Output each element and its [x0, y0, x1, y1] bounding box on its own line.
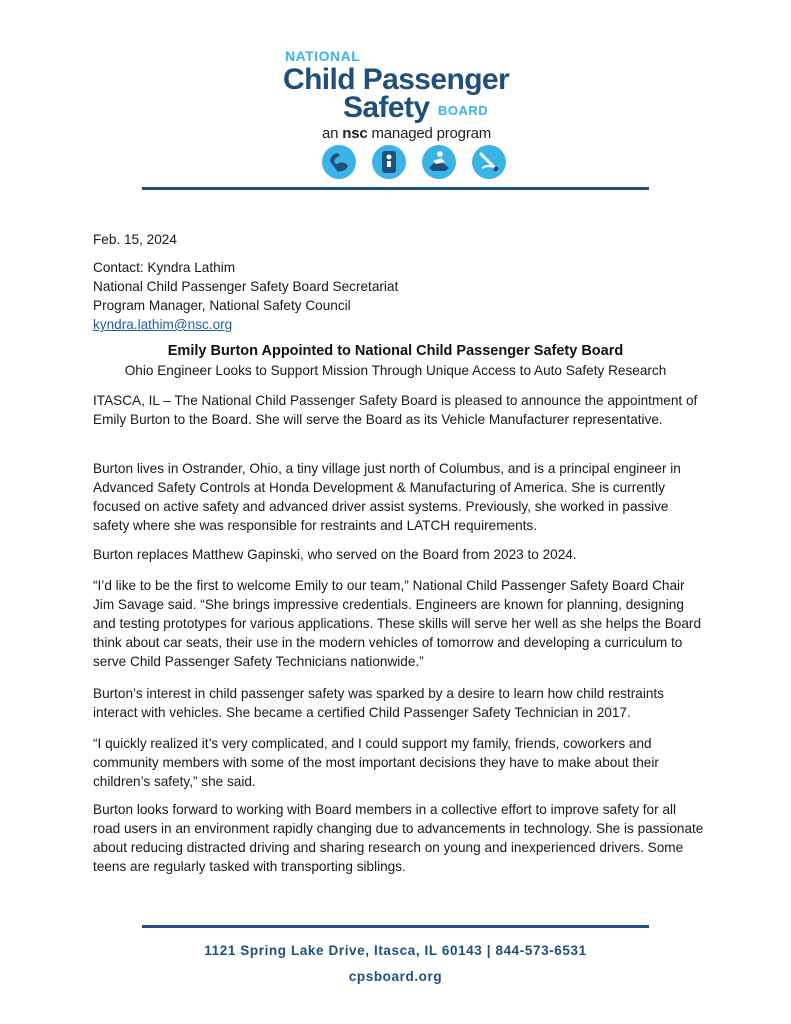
tagline-prefix: an: [322, 125, 343, 142]
logo-tagline: [322, 125, 491, 142]
contact-organization: National Child Passenger Safety Board Secretariat: [93, 279, 399, 294]
logo-national-text: NATIONAL: [285, 48, 361, 64]
contact-title: Program Manager, National Safety Council: [93, 298, 351, 313]
infant-carrier-icon: [321, 144, 357, 180]
release-date: Feb. 15, 2024: [93, 232, 177, 247]
body-paragraph-5: Burton’s interest in child passenger safety was sparked by a desire to learn how child restraints interact with vehicles. She became a certified Child Passenger Safety Technician in 2017.: [93, 686, 664, 720]
header-divider: [142, 187, 649, 190]
footer-address: 1121 Spring Lake Drive, Itasca, IL 60143 | 844-573-6531: [204, 943, 587, 958]
body-paragraph-3: Burton replaces Matthew Gapinski, who served on the Board from 2023 to 2024.: [93, 547, 577, 562]
tagline-brand: nsc: [342, 125, 368, 142]
body-paragraph-7: Burton looks forward to working with Board members in a collective effort to improve safety for all road users in an environment rapidly changing due to advancements in technology. She is passionate about reducing distracted driving and sharing research on young and inexperienced drivers. Some teens are regularly tasked with transporting siblings.: [93, 802, 704, 874]
seat-belt-icon: [471, 144, 507, 180]
contact-email-link[interactable]: kyndra.lathim@nsc.org: [93, 317, 233, 332]
footer-website-link[interactable]: cpsboard.org: [348, 969, 443, 984]
body-paragraph-6: “I quickly realized it’s very complicated, and I could support my family, friends, coworkers and community members with some of the most important decisions they have to make about their children’s safety,” she said.: [93, 736, 659, 789]
footer-divider: [142, 925, 649, 928]
body-paragraph-2: Burton lives in Ostrander, Ohio, a tiny village just north of Columbus, and is a principal engineer in Advanced Safety Controls at Honda Development & Manufacturing of America. She is currently focused on active safety and advanced driver assist systems. Previously, she worked in passive safety where she was responsible for restraints and LATCH requirements.: [93, 461, 681, 533]
press-release-headline: Emily Burton Appointed to National Child Passenger Safety Board: [167, 343, 624, 359]
press-release-subheadline: Ohio Engineer Looks to Support Mission Through Unique Access to Auto Safety Research: [124, 363, 667, 378]
contact-block: [93, 258, 703, 334]
logo-child-passenger-text: Child Passenger: [283, 63, 510, 96]
tagline-suffix: managed program: [367, 125, 492, 142]
car-seat-child-icon: [421, 144, 457, 180]
body-paragraph-1: ITASCA, IL – The National Child Passenger Safety Board is pleased to announce the appointment of Emily Burton to the Board. She will serve the Board as its Vehicle Manufacturer representative.: [93, 393, 698, 427]
body-paragraph-4: “I’d like to be the first to welcome Emily to our team,” National Child Passenger Safety Board Chair Jim Savage said. “She brings impressive credentials. Engineers are known for planning, designing and testing prototypes for various applications. These skills will serve her well as she helps the Board think about car seats, their use in the modern vehicles of tomorrow and developing a curriculum to serve Child Passenger Safety Technicians nationwide.”: [93, 578, 702, 669]
logo-board-text: BOARD: [438, 103, 489, 118]
logo-safety-text: Safety: [343, 91, 430, 124]
logo-icon-row: [321, 144, 507, 180]
contact-name: Contact: Kyndra Lathim: [93, 260, 236, 275]
organization-logo: [0, 44, 791, 184]
booster-seat-icon: [371, 144, 407, 180]
